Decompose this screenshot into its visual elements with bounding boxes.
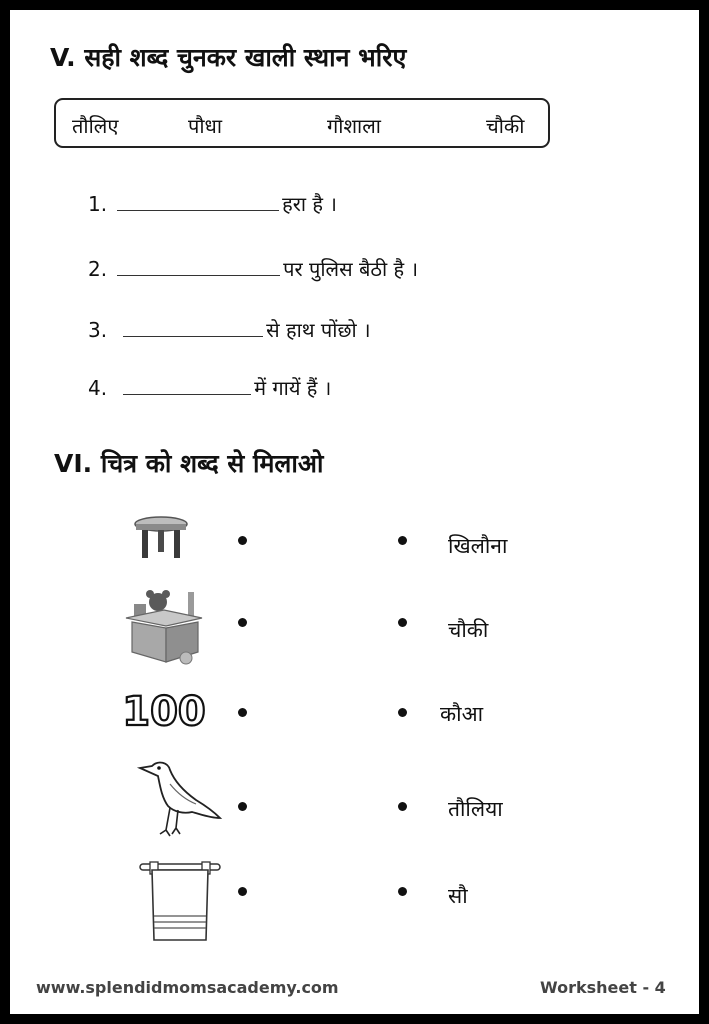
section-5-heading: V. सही शब्द चुनकर खाली स्थान भरिए (50, 43, 407, 72)
word-bank-item: पौधा (188, 114, 223, 138)
match-dot-word[interactable] (398, 536, 407, 545)
answer-blank[interactable] (117, 190, 279, 211)
word-bank-item: चौकी (486, 114, 525, 138)
number-100-label: 100 (122, 689, 206, 735)
question-number: 3. (88, 318, 108, 342)
match-word: कौआ (440, 702, 484, 726)
word-bank-item: तौलिए (72, 114, 119, 138)
question-text: हरा है । (282, 192, 337, 216)
match-dot-picture[interactable] (238, 618, 247, 627)
answer-blank[interactable] (117, 255, 280, 276)
answer-blank[interactable] (123, 374, 251, 395)
answer-blank[interactable] (123, 316, 263, 337)
match-dot-picture[interactable] (238, 887, 247, 896)
match-dot-picture[interactable] (238, 802, 247, 811)
stool-icon (134, 514, 194, 564)
match-dot-word[interactable] (398, 618, 407, 627)
number-100-icon (116, 689, 212, 735)
word-bank (54, 98, 550, 148)
match-dot-picture[interactable] (238, 708, 247, 717)
word-bank-item: गौशाला (327, 114, 381, 138)
footer-worksheet-number: Worksheet - 4 (540, 978, 666, 997)
section-6-heading: VI. चित्र को शब्द से मिलाओ (54, 449, 324, 478)
toy-box-icon (126, 588, 206, 663)
question-text: से हाथ पोंछो । (266, 318, 371, 342)
towel-icon (140, 860, 220, 942)
match-dot-word[interactable] (398, 802, 407, 811)
fill-blank-question-3 (88, 316, 371, 343)
match-word: खिलौना (448, 534, 508, 558)
match-dot-picture[interactable] (238, 536, 247, 545)
fill-blank-question-2 (88, 255, 418, 282)
footer-website: www.splendidmomsacademy.com (36, 978, 339, 997)
question-number: 1. (88, 192, 108, 216)
question-text: पर पुलिस बैठी है । (283, 257, 419, 281)
match-word: सौ (448, 884, 468, 908)
match-dot-word[interactable] (398, 708, 407, 717)
fill-blank-question-1 (88, 190, 337, 217)
match-word: चौकी (448, 618, 489, 642)
match-word: तौलिया (448, 797, 503, 821)
question-number: 4. (88, 376, 108, 400)
question-text: में गायें हैं । (254, 376, 332, 400)
worksheet-page (10, 10, 699, 1014)
fill-blank-question-4 (88, 374, 331, 401)
match-dot-word[interactable] (398, 887, 407, 896)
question-number: 2. (88, 257, 108, 281)
crow-icon (134, 756, 224, 838)
